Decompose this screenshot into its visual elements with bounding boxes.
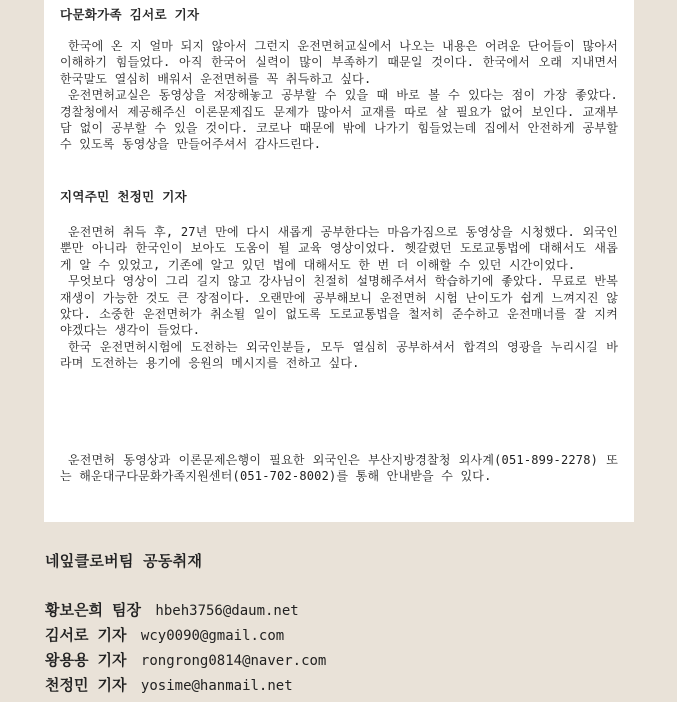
article-2-paragraph-3: 한국 운전면허시험에 도전하는 외국인분들, 모두 열심히 공부하셔서 합격의 영광을 누리시길 바라며 도전하는 용기에 응원의 메시지를 전하고 싶다.	[60, 339, 618, 371]
team-member	[45, 623, 326, 648]
member-role: 천정민 기자	[45, 676, 127, 694]
member-role: 김서로 기자	[45, 626, 127, 644]
article-1-paragraph-2: 운전면허교실은 동영상을 저장해놓고 공부할 수 있을 때 바로 볼 수 있다는 점이 가장 좋았다. 경찰청에서 제공해주신 이론문제집도 문제가 많아서 교재를 따로 살 필요가 없어 보인다. 교재부담 없이 공부할 수 있을 것이다. 코로나 때문에 밖에 나가기 힘들었는데 집에서 안전하게 공부할 수 있도록 동영상을 만들어주셔서 감사드린다.	[60, 88, 618, 152]
article-card	[44, 0, 634, 522]
member-email: wcy0090@gmail.com	[140, 628, 285, 644]
member-role: 왕용용 기자	[45, 651, 127, 669]
team-member	[45, 598, 326, 623]
member-email: yosime@hanmail.net	[140, 678, 293, 694]
article-1-heading: 다문화가족 김서로 기자	[60, 7, 200, 22]
team-credits	[45, 550, 326, 698]
notice-paragraph: 운전면허 동영상과 이론문제은행이 필요한 외국인은 부산지방경찰청 외사계(051-899-2278) 또는 해운대구다문화가족지원센터(051-702-8002)를 통해 안내받을 수 있다.	[60, 453, 618, 484]
team-member	[45, 673, 326, 698]
member-email: hbeh3756@daum.net	[155, 603, 299, 619]
article-2-heading: 지역주민 천정민 기자	[60, 189, 188, 204]
article-2-paragraph-2: 무엇보다 영상이 그리 길지 않고 강사님이 친절히 설명해주셔서 학습하기에 좋았다. 무료로 반복 재생이 가능한 것도 큰 장점이다. 오랜만에 공부해보니 운전면허 시험 난이도가 쉽게 느껴지진 않았다. 소중한 운전면허가 취소될 일이 없도록 도로교통법을 철저히 준수하고 운전매너를 잘 지켜야겠다는 생각이 들었다.	[60, 274, 618, 338]
team-member	[45, 648, 326, 673]
article-section-1	[60, 6, 618, 153]
member-email: rongrong0814@naver.com	[140, 653, 327, 669]
article-1-paragraph-1: 한국에 온 지 얼마 되지 않아서 그런지 운전면허교실에서 나오는 내용은 어려운 단어들이 많아서 이해하기 힘들었다. 아직 한국어 실력이 많이 부족하기 때문일 것이다. 한국에서 오래 지내면서 한국말도 열심히 배워서 운전면허를 꼭 취득하고 싶다.	[60, 39, 618, 86]
article-section-2	[60, 188, 618, 372]
notice-section	[60, 452, 618, 485]
article-2-paragraph-1: 운전면허 취득 후, 27년 만에 다시 새롭게 공부한다는 마음가짐으로 동영상을 시청했다. 외국인뿐만 아니라 한국인이 보아도 도움이 될 교육 영상이었다. 헷갈렸던 도로교통법에 대해서도 새롭게 알 수 있었고, 기존에 알고 있던 법에 대해서도 한 번 더 이해할 수 있던 시간이었다.	[60, 225, 618, 272]
member-role: 황보은희 팀장	[45, 601, 141, 619]
team-title: 네잎클로버팀 공동취재	[45, 552, 203, 570]
